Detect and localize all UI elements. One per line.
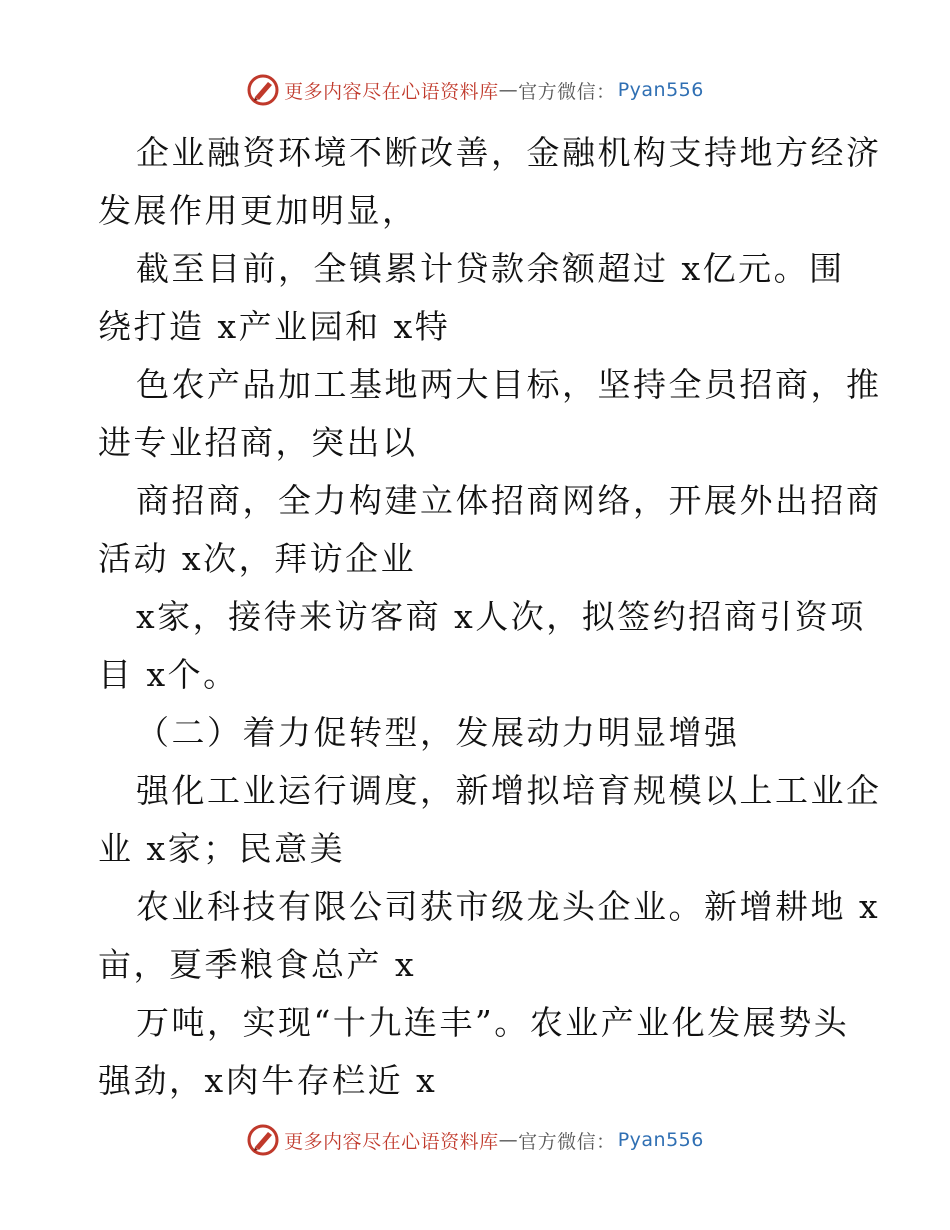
document-body <box>98 124 882 1110</box>
watermark-brand: 更多内容尽在心语资料库 <box>284 1130 499 1153</box>
paragraph-line: x家，接待来访客商 x人次，拟签约招商引资项 <box>136 597 866 636</box>
paragraph-line: 截至目前，全镇累计贷款余额超过 x亿元。围 <box>136 249 845 288</box>
watermark-brand: 更多内容尽在心语资料库 <box>284 80 499 103</box>
paragraph-line: 农业科技有限公司获市级龙头企业。新增耕地 x <box>136 887 881 926</box>
paragraph-line: 万吨，实现“十九连丰”。农业产业化发展势头 <box>136 1003 850 1042</box>
watermark-dash: — <box>498 1129 519 1151</box>
pen-seal-icon <box>246 1123 280 1157</box>
section-heading: （二）着力促转型，发展动力明显增强 <box>136 713 740 752</box>
paragraph-line: 企业融资环境不断改善，金融机构支持地方经济 <box>136 133 882 172</box>
paragraph-line: 强劲，x肉牛存栏近 x <box>98 1061 438 1100</box>
paragraph-line: 色农产品加工基地两大目标，坚持全员招商，推 <box>136 365 882 404</box>
watermark-header <box>0 70 950 110</box>
paragraph-line: 商招商，全力构建立体招商网络，开展外出招商 <box>136 481 882 520</box>
watermark-official-label: 官方微信： <box>518 80 616 103</box>
watermark-wechat-id: Pyan556 <box>617 1129 704 1151</box>
paragraph-line: 发展作用更加明显， <box>98 191 418 230</box>
paragraph-line: 业 x家；民意美 <box>98 829 346 868</box>
paragraph-line: 活动 x次，拜访企业 <box>98 539 417 578</box>
pen-seal-icon <box>246 73 280 107</box>
watermark-footer <box>0 1120 950 1160</box>
paragraph-line: 强化工业运行调度，新增拟培育规模以上工业企 <box>136 771 882 810</box>
paragraph-line: 目 x个。 <box>98 655 239 694</box>
paragraph-line: 亩，夏季粮食总产 x <box>98 945 417 984</box>
paragraph-line: 进专业招商，突出以 <box>98 423 418 462</box>
watermark-dash: — <box>498 79 519 101</box>
paragraph-line: 绕打造 x产业园和 x特 <box>98 307 451 346</box>
watermark-official-label: 官方微信： <box>518 1130 616 1153</box>
watermark-wechat-id: Pyan556 <box>617 79 704 101</box>
